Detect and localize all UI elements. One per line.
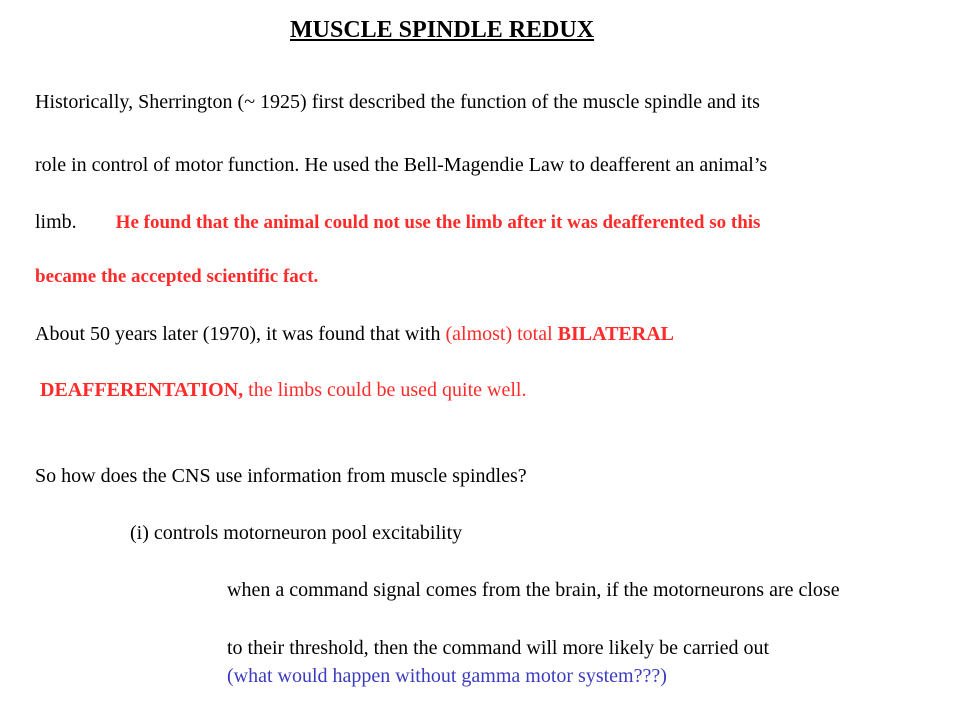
text-line xyxy=(35,90,760,114)
text-line xyxy=(227,578,840,602)
highlight-text: (almost) total xyxy=(445,323,553,345)
sentence: to their threshold, then the command will more likely be carried out xyxy=(227,637,770,659)
page-title: MUSCLE SPINDLE REDUX xyxy=(290,17,595,43)
text-line xyxy=(35,464,527,488)
emphasis-text: BILATERAL xyxy=(557,323,674,345)
emphasis-text: He found that the animal could not use the limb after it was deafferented so this xyxy=(115,212,761,233)
sentence: role in control of motor function. He used the Bell-Magendie Law to deafferent an animal’s xyxy=(35,154,768,176)
emphasis-text: became the accepted scientific fact. xyxy=(35,266,319,287)
sentence: Historically, Sherrington (~ 1925) first described the function of the muscle spindle and its xyxy=(35,91,760,113)
sentence: limb. xyxy=(35,211,77,233)
highlight-text: the limbs could be used quite well. xyxy=(248,379,527,401)
text-line xyxy=(35,210,760,235)
text-line xyxy=(40,378,526,402)
note-text: (what would happen without gamma motor system???) xyxy=(227,665,667,687)
text-line xyxy=(227,636,769,660)
list-item-text: (i) controls motorneuron pool excitability xyxy=(130,522,463,544)
emphasis-text: DEAFFERENTATION, xyxy=(40,379,244,401)
sentence: when a command signal comes from the brain, if the motorneurons are close xyxy=(227,579,840,601)
list-item xyxy=(130,521,462,545)
text-line xyxy=(227,664,667,688)
question-text: So how does the CNS use information from muscle spindles? xyxy=(35,465,527,487)
sentence: About 50 years later (1970), it was found that with xyxy=(35,323,441,345)
text-line xyxy=(35,322,674,346)
text-line xyxy=(35,264,318,289)
text-line xyxy=(35,153,767,177)
